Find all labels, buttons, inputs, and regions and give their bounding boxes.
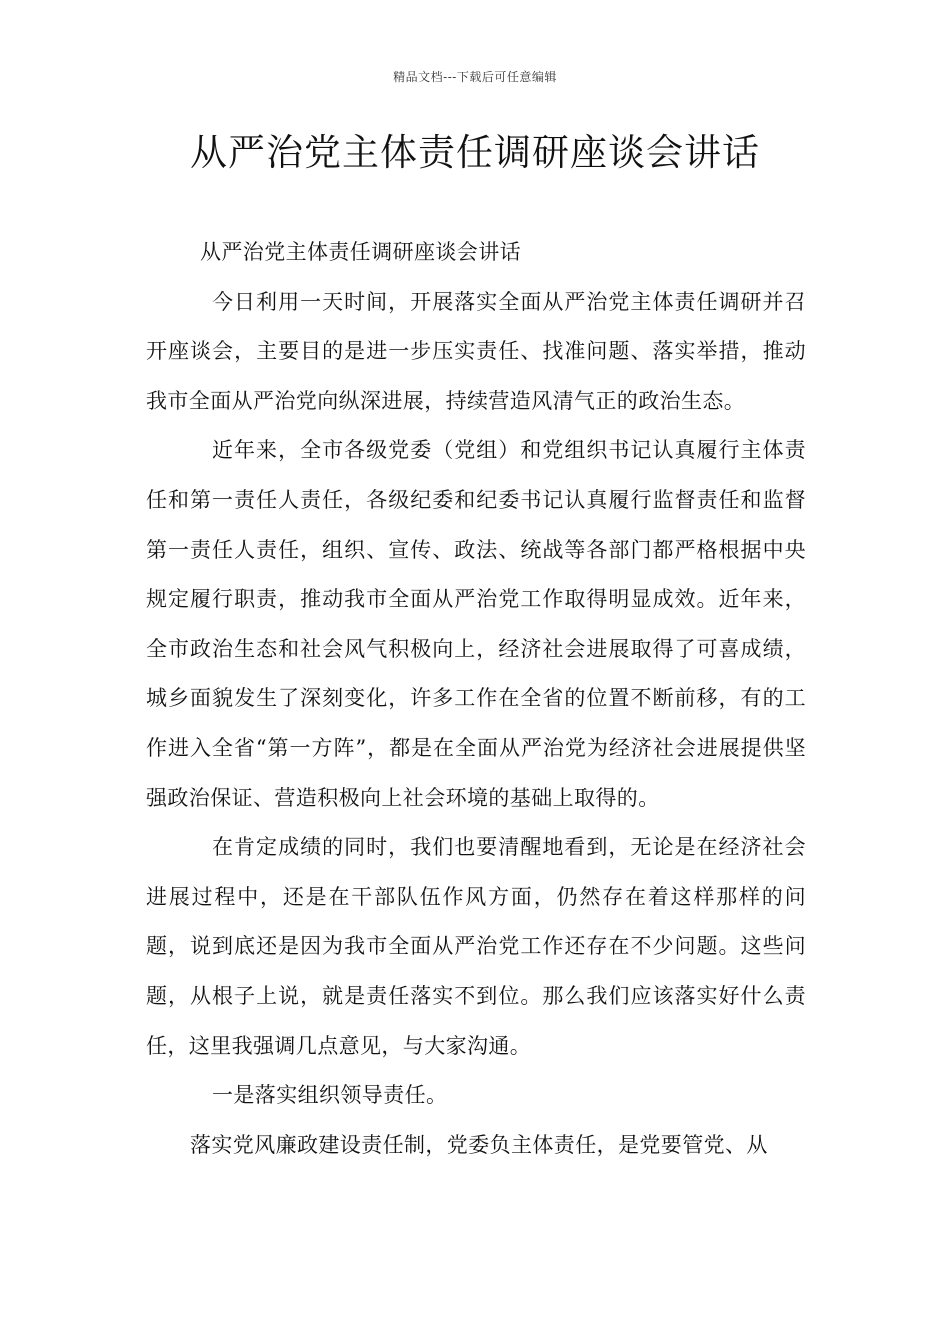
document-subtitle: 从严治党主体责任调研座谈会讲话 <box>200 240 521 264</box>
section-heading-first: 一是落实组织领导责任。 <box>212 1083 448 1108</box>
document-body <box>146 228 806 1170</box>
paragraph-achievements: 近年来，全市各级党委（党组）和党组织书记认真履行主体责任和第一责任人责任，各级纪委和纪委书记认真履行监督责任和监督第一责任人责任，组织、宣传、政法、统战等各部门都严格根据中央规定履行职责，推动我市全面从严治党工作取得明显成效。近年来，全市政治生态和社会风气积极向上，经济社会进展取得了可喜成绩，城乡面貌发生了深刻变化，许多工作在全省的位置不断前移，有的工作进入全省“第一方阵”，都是在全面从严治党为经济社会进展提供坚强政治保证、营造积极向上社会环境的基础上取得的。 <box>146 438 806 810</box>
paragraph-responsibility: 落实党风廉政建设责任制，党委负主体责任，是党要管党、从 <box>190 1132 768 1157</box>
document-title: 从严治党主体责任调研座谈会讲话 <box>190 131 760 174</box>
header-note: 精品文档---下载后可任意编辑 <box>393 70 557 84</box>
paragraph-problems: 在肯定成绩的同时，我们也要清醒地看到，无论是在经济社会进展过程中，还是在干部队伍作风方面，仍然存在着这样那样的问题，说到底还是因为我市全面从严治党工作还存在不少问题。这些问题，从根子上说，就是责任落实不到位。那么我们应该落实好什么责任，这里我强调几点意见，与大家沟通。 <box>146 835 806 1058</box>
paragraph-intro: 今日利用一天时间，开展落实全面从严治党主体责任调研并召开座谈会，主要目的是进一步压实责任、找准问题、落实举措，推动我市全面从严治党向纵深进展，持续营造风清气正的政治生态。 <box>146 289 806 413</box>
